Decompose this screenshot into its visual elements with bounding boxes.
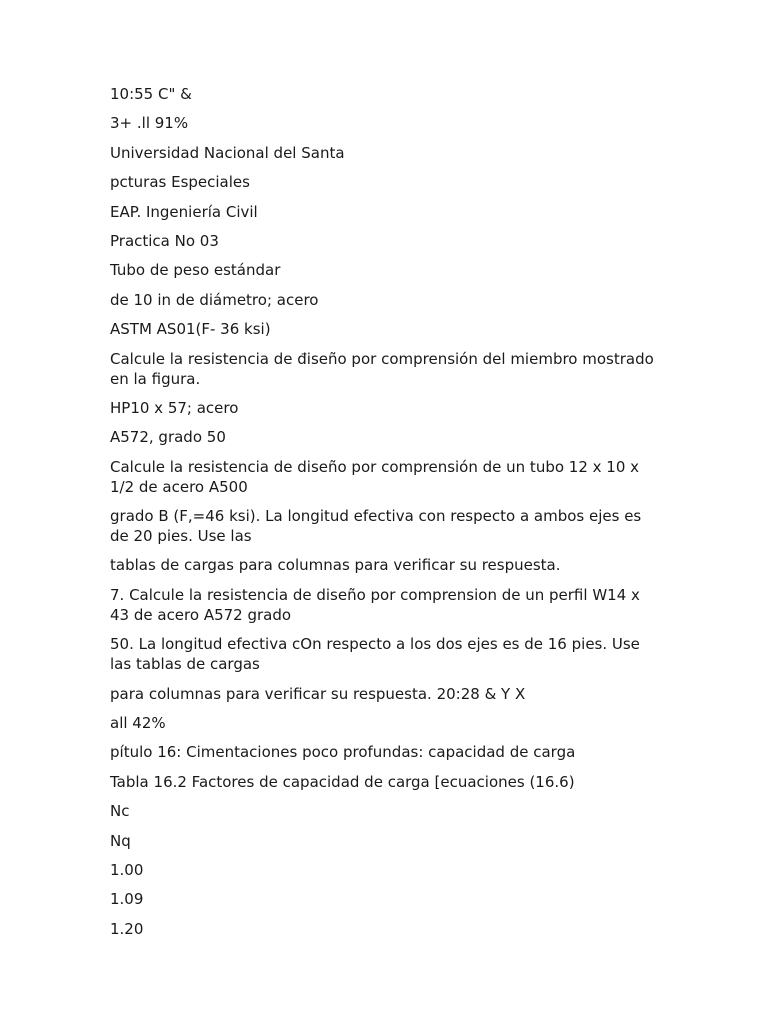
table-header-nc: Nc [110, 802, 130, 821]
problem-line: A572, grado 50 [110, 428, 226, 447]
table-value: 1.00 [110, 860, 144, 879]
problem-line: 50. La longitud efectiva cOn respecto a los dos ejes es de 16 pies. Use las tablas de cargas [110, 635, 640, 674]
status-bar-time-line: 10:55 C" & [110, 85, 192, 103]
document-body [110, 84, 660, 948]
university-name: Universidad Nacional del Santa [110, 143, 345, 162]
table-value: 1.09 [110, 890, 144, 909]
problem-line: Tubo de peso estándar [110, 261, 281, 280]
problem-line: HP10 x 57; acero [110, 398, 239, 417]
school-name: EAP. Ingeniería Civil [110, 202, 258, 221]
practice-title: Practica No 03 [110, 231, 219, 250]
problem-line: Calcule la resistencia de điseño por comprensión del miembro mostrado en la figura. [110, 349, 654, 388]
problem-line: grado B (F,=46 ksi). La longitud efectiva con respecto a ambos ejes es de 20 pies. Use las [110, 507, 642, 546]
chapter-title: pítulo 16: Cimentaciones poco profundas: capacidad de carga [110, 743, 576, 762]
table-caption: Tabla 16.2 Factores de capacidad de carga [ecuaciones (16.6) [110, 772, 575, 791]
problem-line: tablas de cargas para columnas para verificar su respuesta. [110, 556, 561, 575]
problem-line: ASTM AS01(F- 36 ksi) [110, 320, 271, 339]
table-value: 1.20 [110, 919, 144, 938]
status-bar-battery-line: all 42% [110, 714, 166, 733]
problem-line: para columnas para verificar su respuesta. 20:28 & Y X [110, 684, 526, 703]
problem-line: Calcule la resistencia de diseño por comprensión de un tubo 12 x 10 x 1/2 de acero A500 [110, 457, 640, 496]
status-bar-signal-line: 3+ .ll 91% [110, 114, 189, 133]
course-name: pcturas Especiales [110, 173, 250, 192]
problem-line: 7. Calcule la resistencia de diseño por comprension de un perfil W14 x 43 de acero A572 grado [110, 585, 640, 624]
table-header-nq: Nq [110, 831, 131, 850]
problem-line: de 10 in de diámetro; acero [110, 290, 319, 309]
